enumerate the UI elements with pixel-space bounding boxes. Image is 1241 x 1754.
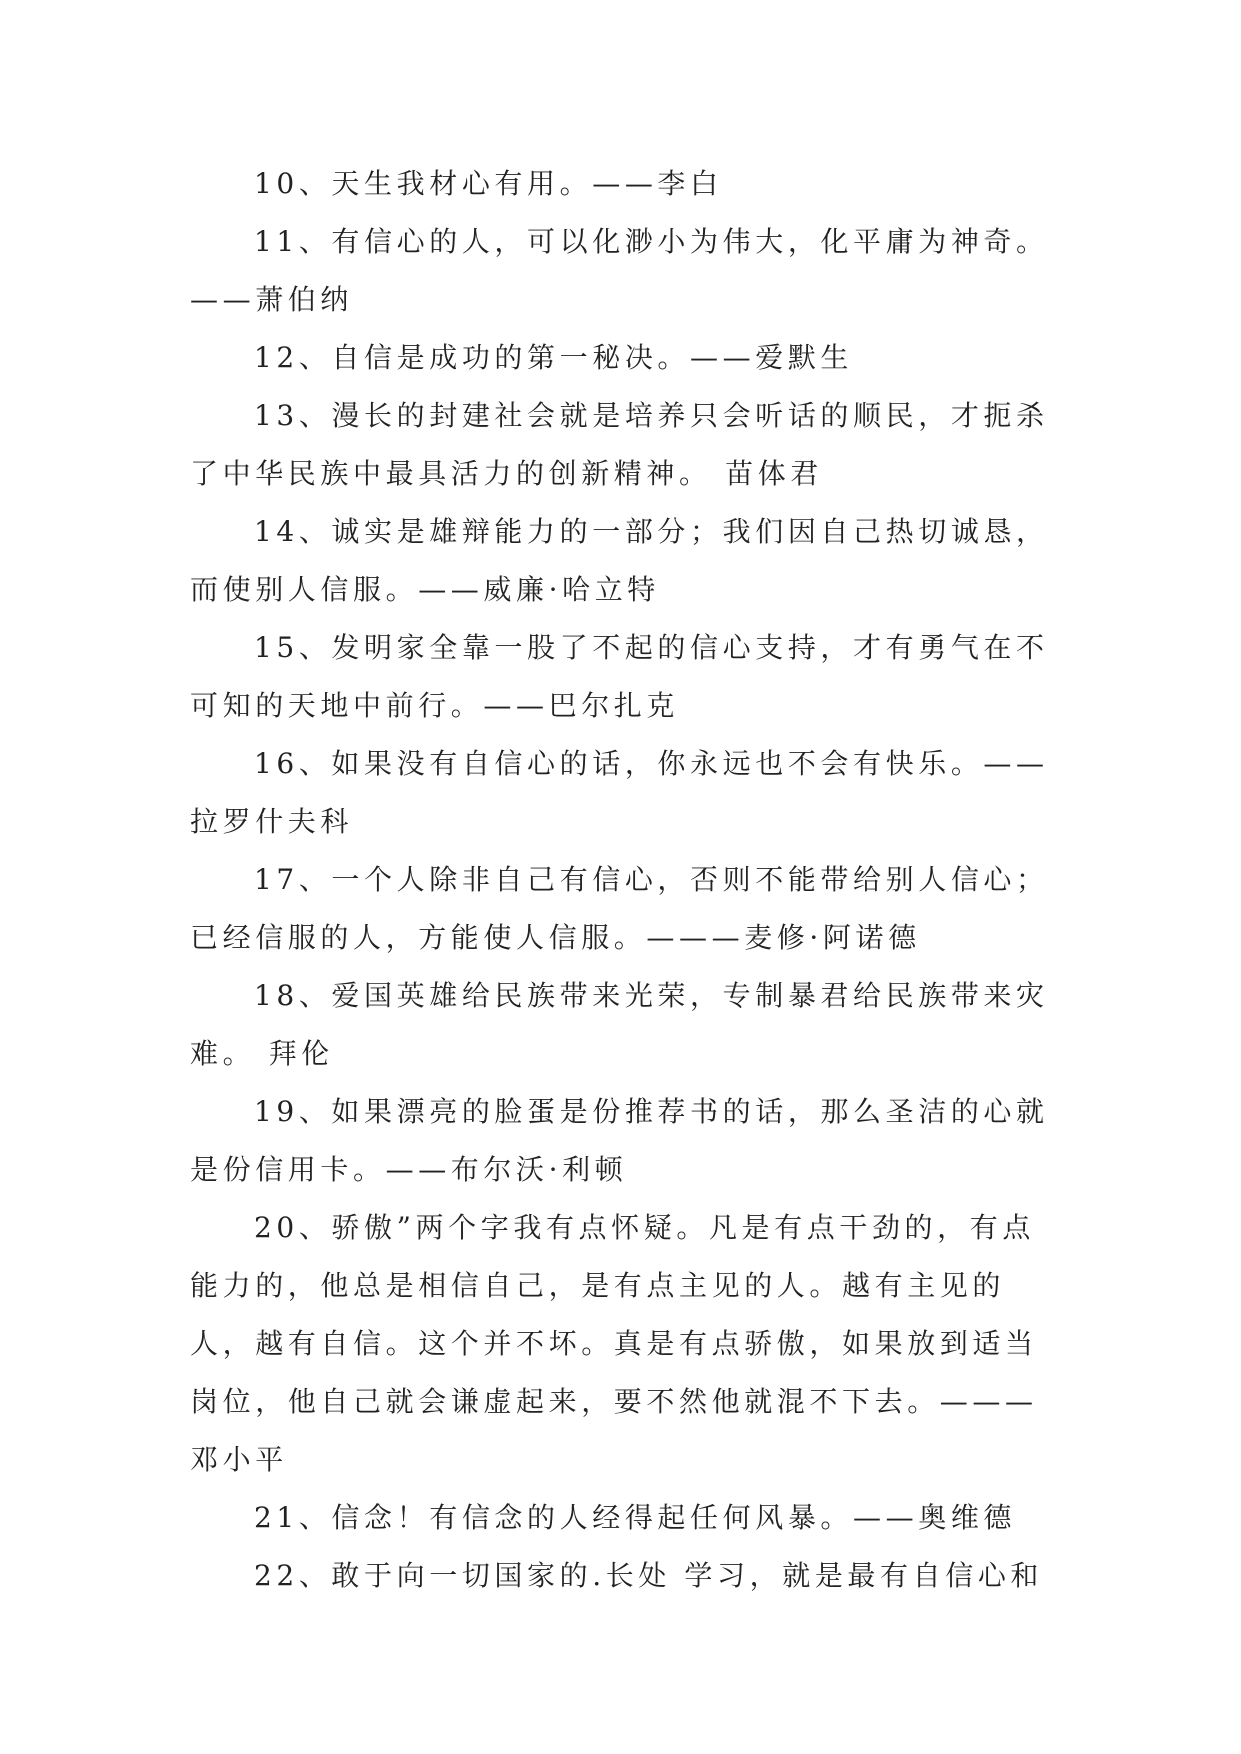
quote-18: 18、爱国英雄给民族带来光荣，专制暴君给民族带来灾难。 拜伦 [190,979,1049,1070]
quote-12: 12、自信是成功的第一秘决。——爱默生 [254,341,854,374]
quote-20: 20、骄傲”两个字我有点怀疑。凡是有点干劲的，有点能力的，他总是相信自己，是有点主见的人。越有主见的人，越有自信。这个并不坏。真是有点骄傲，如果放到适当岗位，他自己就会谦虚起来，要不然他就混不下去。———邓小平 [190,1211,1038,1476]
quote-10: 10、天生我材心有用。——李白 [254,167,723,200]
quote-22: 22、敢于向一切国家的.长处 学习，就是最有自信心和 [254,1559,1044,1592]
quote-19: 19、如果漂亮的脸蛋是份推荐书的话，那么圣洁的心就是份信用卡。——布尔沃·利顿 [190,1095,1049,1186]
quote-15: 15、发明家全靠一股了不起的信心支持，才有勇气在不可知的天地中前行。——巴尔扎克 [190,631,1049,722]
quote-list [190,155,1060,1605]
quote-14: 14、诚实是雄辩能力的一部分；我们因自己热切诚恳，而使别人信服。——威廉·哈立特 [190,515,1049,606]
quote-21: 21、信念！有信念的人经得起任何风暴。——奥维德 [254,1501,1017,1534]
quote-16: 16、如果没有自信心的话，你永远也不会有快乐。——拉罗什夫科 [190,747,1049,838]
quote-11: 11、有信心的人，可以化渺小为伟大，化平庸为神奇。——萧伯纳 [190,225,1049,316]
quote-13: 13、漫长的封建社会就是培养只会听话的顺民，才扼杀了中华民族中最具活力的创新精神。 苗体君 [190,399,1049,490]
quote-17: 17、一个人除非自己有信心，否则不能带给别人信心；已经信服的人，方能使人信服。———麦修·阿诺德 [190,863,1049,954]
